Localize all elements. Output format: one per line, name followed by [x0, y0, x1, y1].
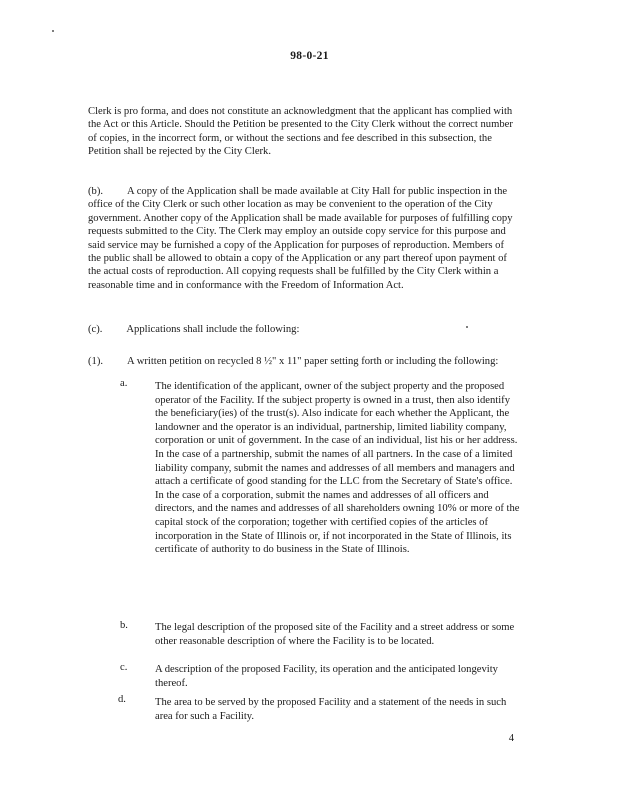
subitem-b-letter: b.	[120, 620, 128, 631]
section-c-text: Applications shall include the following:	[126, 324, 300, 335]
subitem-a-letter: a.	[120, 378, 128, 389]
item-1-text: A written petition on recycled 8 ½" x 11" paper setting forth or including the following:	[127, 356, 499, 367]
subitem-d-text: The area to be served by the proposed Facility and a statement of the needs in such area for such a Facility.	[155, 697, 507, 722]
subitem-c-text: A description of the proposed Facility, its operation and the anticipated longevity thereof.	[155, 664, 498, 689]
scan-speck	[52, 30, 54, 32]
subitem-b-text: The legal description of the proposed site of the Facility and a street address or some other reasonable description of where the Facility is to be located.	[155, 622, 515, 647]
intro-paragraph: Clerk is pro forma, and does not constitute an acknowledgment that the applicant has complied with the Act or this Article. Should the Petition be presented to the City Clerk without the correct number of copies, in the incorrect form, or without the sections and fee described in this subsection, the Petition shall be rejected by the City Clerk.	[88, 106, 513, 158]
page-number: 4	[508, 733, 514, 744]
scan-speck	[466, 326, 468, 328]
section-c-paragraph	[88, 323, 518, 336]
item-1-paragraph	[88, 355, 518, 368]
subitem-d-letter: d.	[118, 694, 126, 705]
section-b-text: A copy of the Application shall be made available at City Hall for public inspection in the office of the City Clerk or such other location as may be convenient to the operation of the City government. Another copy of the Application shall be made available for purposes of fulfilling copy requests submitted to the City. The Clerk may employ an outside copy service for this purpose and said service may be furnished a copy of the Application for purposes of reproduction. Members of the public shall be allowed to obtain a copy of the Application or any part thereof upon payment of the actual costs of reproduction. All copying requests shall be fulfilled by the City Clerk within a reasonable time and in conformance with the Freedom of Information Act.	[88, 186, 513, 291]
section-b-label: (b).	[88, 186, 104, 197]
subitem-c-letter: c.	[120, 662, 128, 673]
document-number-header: 98-0-21	[290, 50, 329, 62]
section-c-label: (c).	[88, 324, 103, 335]
section-b-paragraph	[88, 185, 518, 292]
item-1-label: (1).	[88, 356, 104, 367]
subitem-a-text: The identification of the applicant, owner of the subject property and the proposed operator of the Facility. If the subject property is owned in a trust, then also identify the beneficiary(ies) of the trust(s). Also indicate for each whether the Applicant, the landowner and the operator is an individual, partnership, limited liability company, corporation or unit of government. In the case of an individual, list his or her address. In the case of a partnership, submit the names of all partners. In the case of a limited liability company, submit the names and addresses of all members and managers and attach a certificate of good standing for the LLC from the Secretary of State's office. In the case of a corporation, submit the names and addresses of all officers and directors, and the names and addresses of all shareholders owning 10% or more of the capital stock of the corporation; together with certified copies of the articles of incorporation in the State of Illinois or, if not incorporated in the State of Illinois, its certificate of authority to do business in the State of Illinois.	[155, 381, 520, 556]
